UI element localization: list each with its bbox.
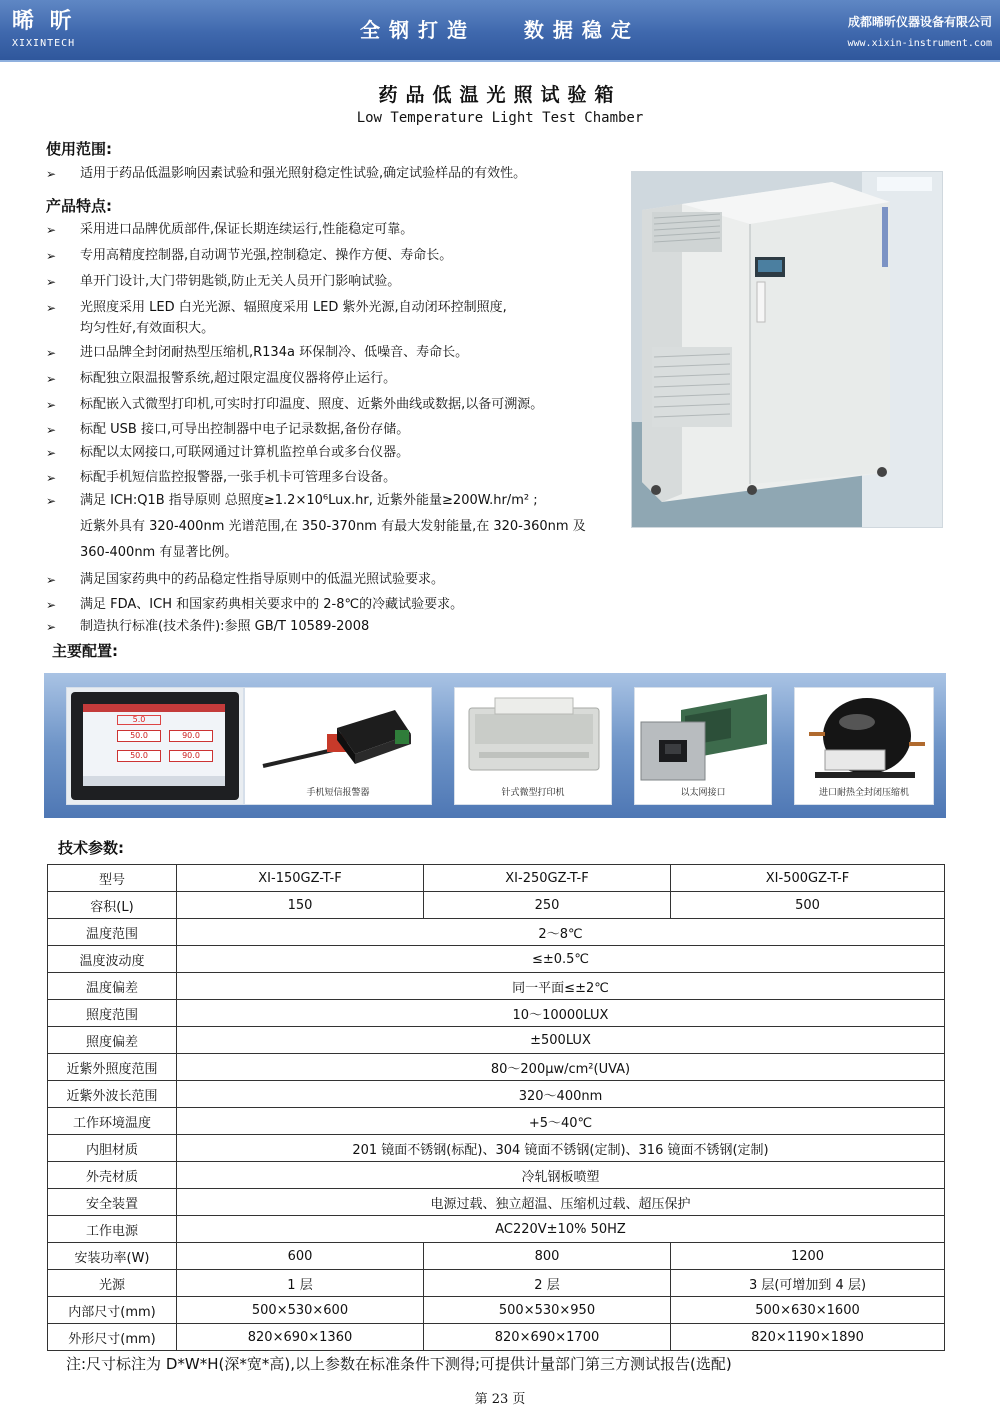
- arrow-bullet-icon: ➢: [46, 398, 57, 412]
- table-row: [48, 1081, 945, 1108]
- arrow-bullet-icon: ➢: [46, 423, 57, 437]
- table-cell: 820×690×1700: [424, 1324, 671, 1351]
- screen-value: 90.0: [169, 750, 213, 762]
- features-heading: 产品特点:: [46, 197, 112, 215]
- printer-icon: [455, 688, 613, 784]
- row-label: 近紫外波长范围: [48, 1081, 177, 1108]
- screen-value: 50.0: [117, 750, 161, 762]
- header-slogan: 全钢打造 数据稳定: [360, 18, 640, 42]
- controller-card: [66, 687, 244, 805]
- table-row: [48, 1297, 945, 1324]
- table-cell: 2 层: [424, 1270, 671, 1297]
- row-label: 照度偏差: [48, 1027, 177, 1054]
- page-subtitle: Low Temperature Light Test Chamber: [356, 110, 644, 126]
- company-website: www.xixin-instrument.com: [847, 38, 992, 49]
- config-strip: [44, 673, 946, 818]
- row-label: 照度范围: [48, 1000, 177, 1027]
- row-label: 温度波动度: [48, 946, 177, 973]
- company-name: 成都晞昕仪器设备有限公司: [847, 15, 992, 29]
- row-label: 温度范围: [48, 919, 177, 946]
- table-row: [48, 946, 945, 973]
- table-cell: 电源过载、独立超温、压缩机过载、超压保护: [177, 1189, 945, 1216]
- arrow-bullet-icon: ➢: [46, 346, 57, 360]
- config-label: 进口耐热全封闭压缩机: [818, 788, 909, 798]
- row-label: 内部尺寸(mm): [48, 1297, 177, 1324]
- table-cell: 3 层(可增加到 4 层): [671, 1270, 945, 1297]
- table-cell: ≤±0.5℃: [177, 946, 945, 973]
- row-label: 安全装置: [48, 1189, 177, 1216]
- table-cell: XI-250GZ-T-F: [424, 865, 671, 892]
- spec-table: [47, 864, 945, 1351]
- test-chamber-image: [632, 172, 943, 528]
- table-row: [48, 1243, 945, 1270]
- table-row: [48, 1108, 945, 1135]
- table-cell: 201 镜面不锈钢(标配)、304 镜面不锈钢(定制)、316 镜面不锈钢(定制): [177, 1135, 945, 1162]
- product-photo: [631, 171, 943, 528]
- table-cell: 820×1190×1890: [671, 1324, 945, 1351]
- config-label: 针式微型打印机: [501, 788, 565, 798]
- row-label: 外壳材质: [48, 1162, 177, 1189]
- arrow-bullet-icon: ➢: [46, 620, 57, 634]
- table-cell: 冷轧钢板喷塑: [177, 1162, 945, 1189]
- table-row: [48, 892, 945, 919]
- table-cell: 320～400nm: [177, 1081, 945, 1108]
- table-cell: 820×690×1360: [177, 1324, 424, 1351]
- arrow-bullet-icon: ➢: [46, 249, 57, 263]
- row-label: 型号: [48, 865, 177, 892]
- row-label: 近紫外照度范围: [48, 1054, 177, 1081]
- row-label: 工作环境温度: [48, 1108, 177, 1135]
- table-cell: 1 层: [177, 1270, 424, 1297]
- compressor-icon: [795, 688, 935, 788]
- arrow-bullet-icon: ➢: [46, 598, 57, 612]
- table-row: [48, 973, 945, 1000]
- table-cell: 2～8℃: [177, 919, 945, 946]
- table-cell: 250: [424, 892, 671, 919]
- row-label: 光源: [48, 1270, 177, 1297]
- arrow-bullet-icon: ➢: [46, 167, 57, 181]
- table-cell: XI-500GZ-T-F: [671, 865, 945, 892]
- compressor-card: [794, 687, 934, 805]
- page-title: 药品低温光照试验箱: [378, 84, 622, 106]
- row-label: 温度偏差: [48, 973, 177, 1000]
- table-cell: 150: [177, 892, 424, 919]
- printer-card: [454, 687, 612, 805]
- controller-screen: [83, 704, 225, 786]
- page-header: [0, 0, 1000, 62]
- table-cell: 10～10000LUX: [177, 1000, 945, 1027]
- arrow-bullet-icon: ➢: [46, 372, 57, 386]
- table-cell: 800: [424, 1243, 671, 1270]
- config-label: 手机短信报警器: [306, 788, 370, 798]
- row-label: 安装功率(W): [48, 1243, 177, 1270]
- table-row: [48, 1216, 945, 1243]
- table-row: [48, 1000, 945, 1027]
- table-row: [48, 1027, 945, 1054]
- table-cell: ±500LUX: [177, 1027, 945, 1054]
- ethernet-card: [634, 687, 772, 805]
- row-label: 工作电源: [48, 1216, 177, 1243]
- sms-alarm-card: [244, 687, 432, 805]
- footnote: 注:尺寸标注为 D*W*H(深*宽*高),以上参数在标准条件下测得;可提供计量部门第三方测试报告(选配): [66, 1355, 732, 1373]
- arrow-bullet-icon: ➢: [46, 301, 57, 315]
- logo-text-cn: 晞 昕: [12, 9, 76, 34]
- page-number: 第 23 页: [474, 1392, 526, 1407]
- table-cell: +5～40℃: [177, 1108, 945, 1135]
- table-cell: AC220V±10% 50HZ: [177, 1216, 945, 1243]
- table-cell: 同一平面≤±2℃: [177, 973, 945, 1000]
- logo-text-en: XIXINTECH: [12, 38, 76, 49]
- config-label: 以太网接口: [680, 788, 726, 798]
- table-row: [48, 1324, 945, 1351]
- sms-alarm-icon: [245, 688, 433, 788]
- table-row: [48, 1054, 945, 1081]
- screen-value: 50.0: [117, 730, 161, 742]
- arrow-bullet-icon: ➢: [46, 494, 57, 508]
- table-row: [48, 865, 945, 892]
- table-cell: 500×530×950: [424, 1297, 671, 1324]
- config-heading: 主要配置:: [52, 642, 118, 660]
- arrow-bullet-icon: ➢: [46, 446, 57, 460]
- arrow-bullet-icon: ➢: [46, 573, 57, 587]
- screen-value: 90.0: [169, 730, 213, 742]
- table-cell: 500×630×1600: [671, 1297, 945, 1324]
- arrow-bullet-icon: ➢: [46, 223, 57, 237]
- tech-heading: 技术参数:: [58, 839, 124, 857]
- row-label: 内胆材质: [48, 1135, 177, 1162]
- screen-value: 5.0: [117, 715, 161, 725]
- table-row: [48, 1270, 945, 1297]
- table-cell: 600: [177, 1243, 424, 1270]
- table-cell: 1200: [671, 1243, 945, 1270]
- table-row: [48, 1135, 945, 1162]
- table-row: [48, 1162, 945, 1189]
- arrow-bullet-icon: ➢: [46, 275, 57, 289]
- arrow-bullet-icon: ➢: [46, 471, 57, 485]
- table-row: [48, 919, 945, 946]
- table-cell: XI-150GZ-T-F: [177, 865, 424, 892]
- row-label: 容积(L): [48, 892, 177, 919]
- table-cell: 80～200μw/cm²(UVA): [177, 1054, 945, 1081]
- row-label: 外形尺寸(mm): [48, 1324, 177, 1351]
- table-cell: 500×530×600: [177, 1297, 424, 1324]
- scope-heading: 使用范围:: [46, 140, 112, 158]
- ethernet-port-icon: [635, 688, 773, 788]
- table-cell: 500: [671, 892, 945, 919]
- table-row: [48, 1189, 945, 1216]
